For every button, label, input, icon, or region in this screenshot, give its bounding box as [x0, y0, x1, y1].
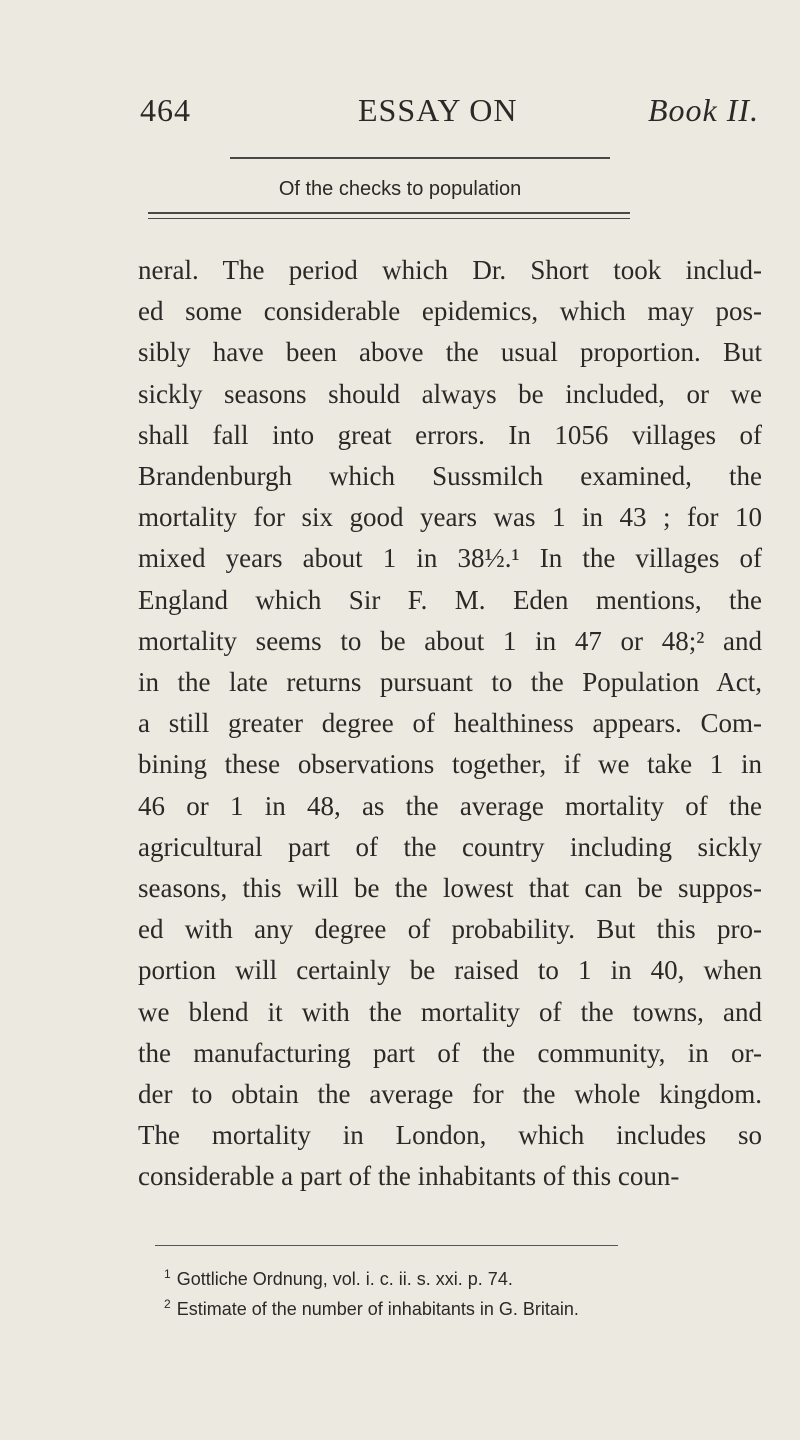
body-line: we blend it with the mortality of the towns, and [138, 996, 762, 1027]
body-line: The mortality in London, which includes so [138, 1120, 762, 1151]
body-line: the manufacturing part of the community, in or- [138, 1037, 762, 1068]
section-subtitle: Of the checks to population [278, 178, 522, 200]
body-line: seasons, this will be the lowest that can be suppos- [138, 873, 762, 904]
footnote [164, 1292, 784, 1322]
header-rule-top [230, 157, 610, 159]
body-line: England which Sir F. M. Eden mentions, the [138, 584, 762, 615]
body-line: mixed years about 1 in 38½.¹ In the villages of [138, 543, 762, 574]
body-line: sickly seasons should always be included, or we [138, 378, 762, 409]
book-label: Book II. [648, 92, 760, 128]
footnote-text: Estimate of the number of inhabitants in G. Britain. [176, 1299, 579, 1319]
footnote-rule [155, 1245, 618, 1246]
body-line: mortality seems to be about 1 in 47 or 48;² and [138, 625, 762, 656]
body-line: ed some considerable epidemics, which may pos- [138, 296, 762, 327]
footnote [164, 1262, 784, 1292]
body-line: der to obtain the average for the whole kingdom. [138, 1079, 762, 1110]
body-line: ed with any degree of probability. But this pro- [138, 914, 762, 945]
running-title: ESSAY ON [358, 92, 518, 128]
body-line: a still greater degree of healthiness appears. Com- [138, 708, 762, 739]
running-header [140, 92, 780, 136]
footnote-mark: 2 [164, 1297, 171, 1311]
body-line: Brandenburgh which Sussmilch examined, the [138, 461, 762, 492]
body-line: agricultural part of the country including sickly [138, 831, 762, 862]
body-line: considerable a part of the inhabitants of this coun- [138, 1161, 680, 1192]
header-rule-bottom-1 [148, 212, 630, 214]
body-line: mortality for six good years was 1 in 43 ; for 10 [138, 502, 762, 533]
footnote-mark: 1 [164, 1267, 171, 1281]
body-line: portion will certainly be raised to 1 in 40, when [138, 955, 762, 986]
page-number: 464 [140, 92, 191, 128]
footnote-text: Gottliche Ordnung, vol. i. c. ii. s. xxi. p. 74. [176, 1269, 513, 1289]
body-line: in the late returns pursuant to the Population Act, [138, 667, 762, 698]
body-line: shall fall into great errors. In 1056 villages of [138, 419, 762, 450]
body-line: neral. The period which Dr. Short took includ- [138, 255, 762, 285]
body-line: bining these observations together, if we take 1 in [138, 749, 762, 780]
body-line: sibly have been above the usual proportion. But [138, 337, 762, 368]
body-text [138, 250, 762, 1198]
header-rule-bottom-2 [148, 218, 630, 219]
body-line: 46 or 1 in 48, as the average mortality of the [138, 790, 762, 821]
footnotes [164, 1262, 784, 1322]
